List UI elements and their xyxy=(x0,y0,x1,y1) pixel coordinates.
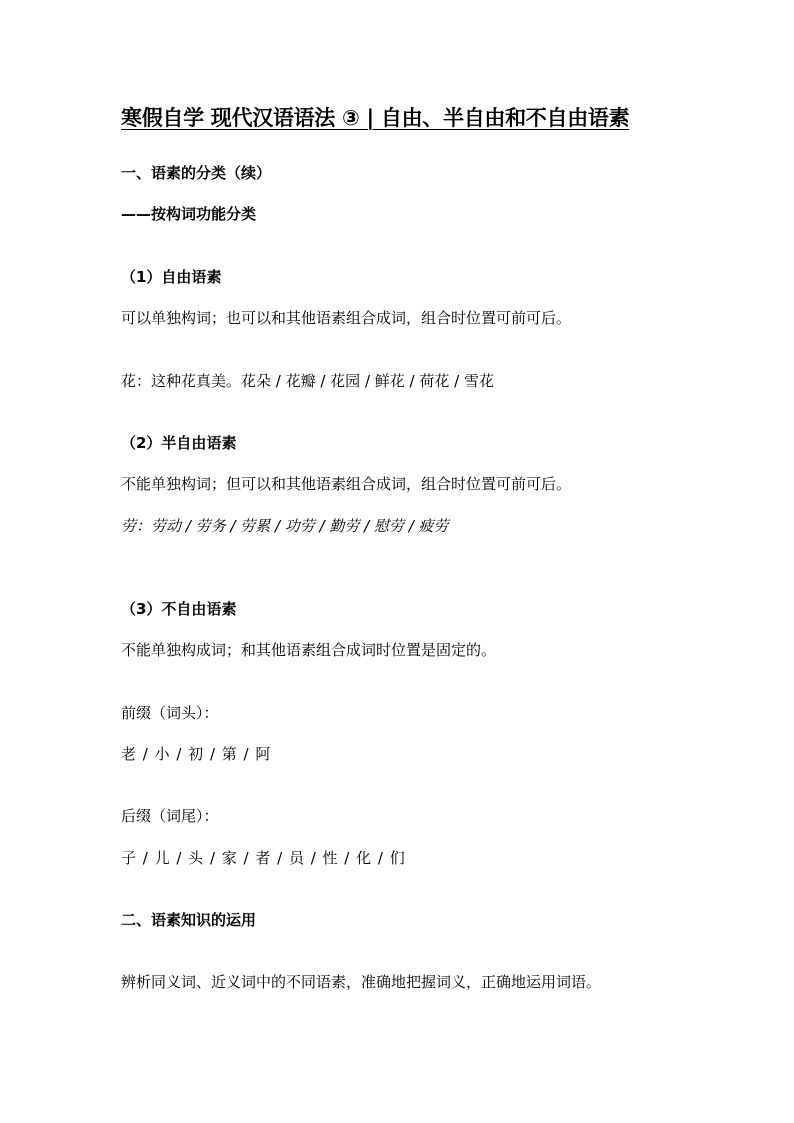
semi-free-morpheme-example: 劳：劳动 / 劳务 / 劳累 / 功劳 / 勤劳 / 慰劳 / 疲劳 xyxy=(121,517,449,535)
section1-heading: 一、语素的分类（续） xyxy=(121,164,272,182)
prefix-label: 前缀（词头）： xyxy=(121,704,219,722)
section2-body: 辨析同义词、近义词中的不同语素，准确地把握词义，正确地运用词语。 xyxy=(121,973,602,991)
suffix-examples: 子 / 儿 / 头 / 家 / 者 / 员 / 性 / 化 / 们 xyxy=(121,849,406,867)
bound-morpheme-heading: （3）不自由语素 xyxy=(121,600,237,618)
bound-morpheme-definition: 不能单独构成词；和其他语素组合成词时位置是固定的。 xyxy=(121,641,497,659)
section1-subheading: ——按构词功能分类 xyxy=(121,205,257,223)
semi-free-morpheme-definition: 不能单独构词；但可以和其他语素组合成词，组合时位置可前可后。 xyxy=(121,475,572,493)
free-morpheme-heading: （1）自由语素 xyxy=(121,268,222,286)
free-morpheme-definition: 可以单独构词；也可以和其他语素组合成词，组合时位置可前可后。 xyxy=(121,309,572,327)
section2-heading: 二、语素知识的运用 xyxy=(121,911,257,929)
prefix-examples: 老 / 小 / 初 / 第 / 阿 xyxy=(121,745,272,763)
page-title: 寒假自学 现代汉语语法 ③ | 自由、半自由和不自由语素 xyxy=(121,106,630,130)
suffix-label: 后缀（词尾）： xyxy=(121,807,219,825)
free-morpheme-example: 花：这种花真美。花朵 / 花瓣 / 花园 / 鲜花 / 荷花 / 雪花 xyxy=(121,372,494,390)
semi-free-morpheme-heading: （2）半自由语素 xyxy=(121,434,237,452)
